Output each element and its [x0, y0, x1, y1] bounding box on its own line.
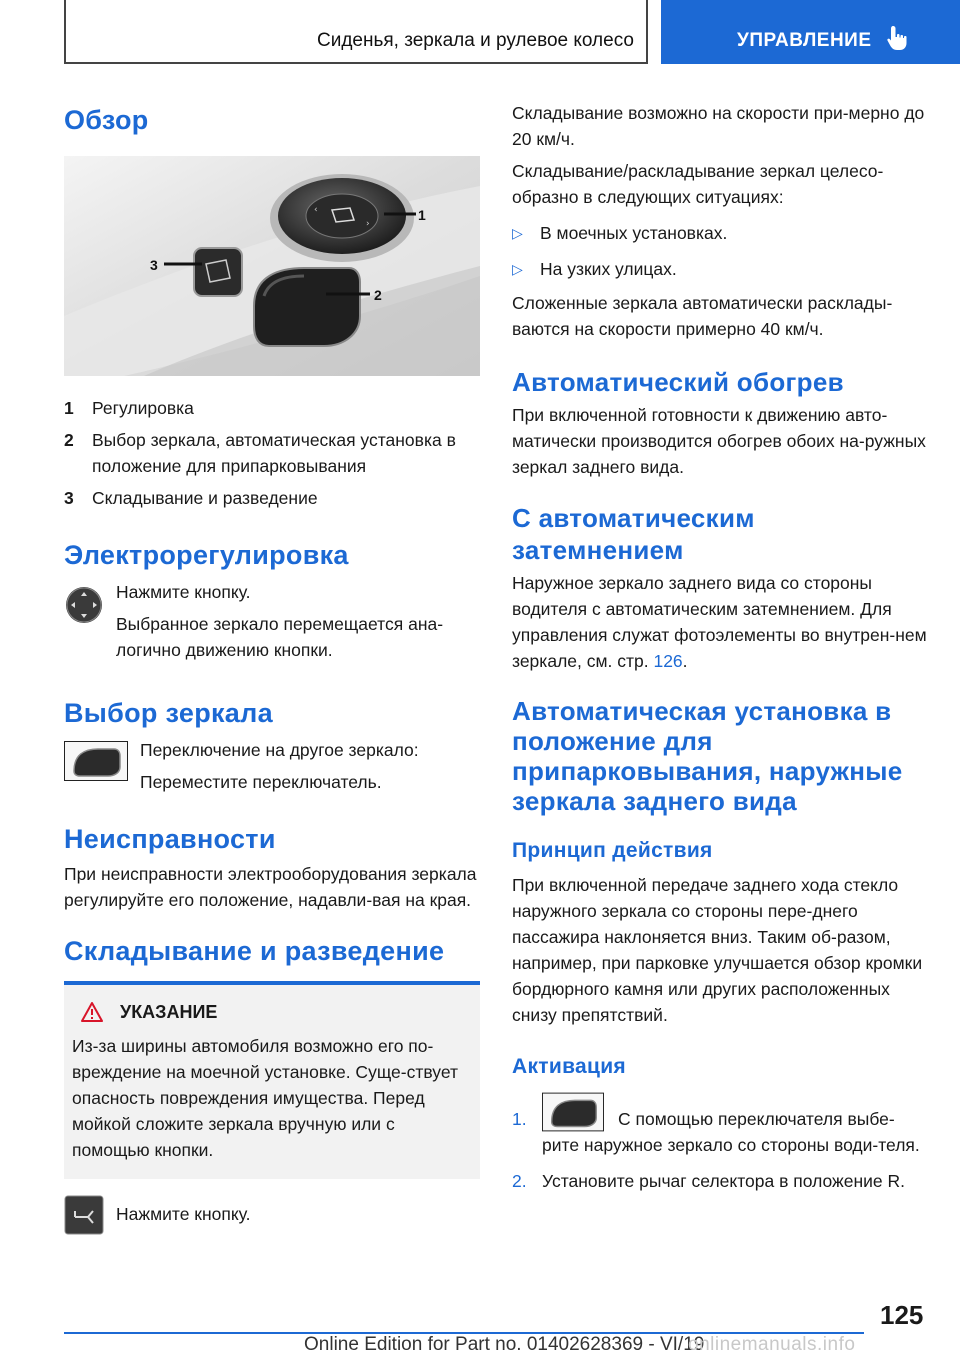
activation-title: Активация	[512, 1055, 626, 1078]
overview-title: Обзор	[64, 105, 149, 135]
fold-title: Складывание и разведение	[64, 936, 445, 966]
dim-text-end: .	[682, 651, 688, 671]
park-title: Автоматическая установка в положение для припарковывания, наружные зеркала заднего вида	[512, 696, 903, 816]
select-title: Выбор зеркала	[64, 698, 273, 728]
bullet-triangle-icon: ▷	[512, 261, 523, 277]
heat-text: При включенной готовности к движению авто-матически производится обогрев обоих на-ружных зеркал заднего вида.	[512, 405, 926, 477]
legend-number: 3	[64, 488, 74, 508]
bullet-triangle-icon: ▷	[512, 225, 523, 241]
unfold-speed-text: Сложенные зеркала автоматически расклады-ваются на скорости примерно 40 км/ч.	[512, 293, 893, 339]
fault-title: Неисправности	[64, 824, 276, 854]
watermark: onlinemanuals.info	[688, 1334, 856, 1355]
fault-text: При неисправности электрооборудования зеркала регулируйте его положение, надавли-вая на края.	[64, 864, 477, 910]
list-item	[512, 1092, 928, 1158]
mirror-switch-icon	[64, 741, 128, 781]
activation-steps	[512, 1092, 928, 1194]
warning-box	[64, 985, 480, 1179]
svg-text:‹: ‹	[314, 205, 318, 215]
heat-title: Автоматический обогрев	[512, 367, 844, 397]
fold-press: Нажмите кнопку.	[116, 1204, 251, 1224]
photo-callout-1: 1	[418, 207, 426, 223]
header-section-title: Сиденья, зеркала и рулевое колесо	[317, 30, 634, 51]
legend-item	[64, 427, 480, 479]
electro-p2: Выбранное зеркало перемещается ана-логично движению кнопки.	[116, 614, 444, 660]
photo-callout-2: 2	[374, 287, 382, 303]
left-column	[64, 96, 480, 1237]
step-number: 2.	[512, 1171, 527, 1191]
page-number: 125	[880, 1300, 924, 1330]
legend-text: Регулировка	[92, 398, 194, 418]
list-item-text: На узких улицах.	[540, 259, 677, 279]
select-p1: Переключение на другое зеркало:	[140, 740, 419, 760]
photo-callout-3: 3	[150, 257, 158, 273]
header-chapter-label: УПРАВЛЕНИЕ	[737, 30, 872, 51]
four-way-button-icon	[64, 585, 104, 625]
footer-edition: Online Edition for Part no. 01402628369 - VI/19	[304, 1334, 705, 1355]
legend-number: 1	[64, 398, 74, 418]
mirror-switch-icon	[542, 1092, 604, 1132]
step-text: Установите рычаг селектора в положение R.	[542, 1171, 906, 1191]
right-column	[512, 100, 928, 1194]
fold-button-block	[64, 1193, 480, 1237]
dim-title: С автоматическим затемнением	[512, 503, 755, 565]
select-p2: Переместите переключатель.	[140, 772, 382, 792]
electro-p1: Нажмите кнопку.	[116, 582, 251, 602]
legend-number: 2	[64, 430, 74, 450]
photo-legend	[64, 395, 480, 511]
warning-label: УКАЗАНИЕ	[120, 1001, 218, 1022]
svg-text:›: ›	[366, 219, 370, 229]
step-body	[542, 1092, 928, 1158]
electro-p2-line	[64, 611, 480, 663]
warning-heading	[72, 1001, 472, 1023]
fold-speed-text: Складывание возможно на скорости при-мерно до 20 км/ч.	[512, 103, 925, 149]
mirror-controls-photo	[64, 156, 480, 376]
dim-text	[512, 570, 928, 674]
legend-text: Выбор зеркала, автоматическая установка в положение для припарковывания	[92, 430, 456, 476]
electro-title: Электрорегулировка	[64, 540, 349, 570]
warning-text: Из-за ширины автомобиля возможно его по-вреждение на моечной установке. Суще-ствует опасность повреждения имущества. Перед мойкой сложите зеркала вручную или с помощью кнопки.	[72, 1036, 458, 1160]
fold-mirror-button-icon	[64, 1195, 104, 1235]
list-item	[512, 256, 928, 282]
header-section-box	[64, 0, 648, 64]
legend-text: Складывание и разведение	[92, 488, 318, 508]
principle-text: При включенной передаче заднего хода стекло наружного зеркала со стороны пере-днего пассажира наклоняется вниз. Таким об-разом, например, при парковке улучшается обзор кромки бордюрного камня или других расположенных снизу препятствий.	[512, 875, 923, 1025]
warning-triangle-icon	[80, 1001, 104, 1023]
fold-situations-text: Складывание/раскладывание зеркал целесо-образно в следующих ситуациях:	[512, 161, 884, 207]
list-item-text: В моечных установках.	[540, 223, 728, 243]
step-number: 1.	[512, 1109, 527, 1129]
list-item	[512, 220, 928, 246]
electro-block	[64, 579, 480, 663]
legend-item	[64, 485, 480, 511]
header-chapter-tab[interactable]	[661, 0, 960, 64]
page-ref-link[interactable]: 126	[653, 651, 683, 671]
legend-item	[64, 395, 480, 421]
list-item	[512, 1168, 928, 1194]
select-block	[64, 737, 480, 797]
hand-pointer-icon	[885, 24, 911, 52]
principle-title: Принцип действия	[512, 839, 713, 862]
step-text: С помощью переключателя выбе-рите наружное зеркало со стороны води-теля.	[542, 1109, 920, 1155]
dim-text-body: Наружное зеркало заднего вида со стороны водителя с автоматическим затемнением. Для управления служат фотоэлементы во внутрен-нем зеркале, см. стр.	[512, 573, 927, 671]
situations-list	[512, 220, 928, 282]
